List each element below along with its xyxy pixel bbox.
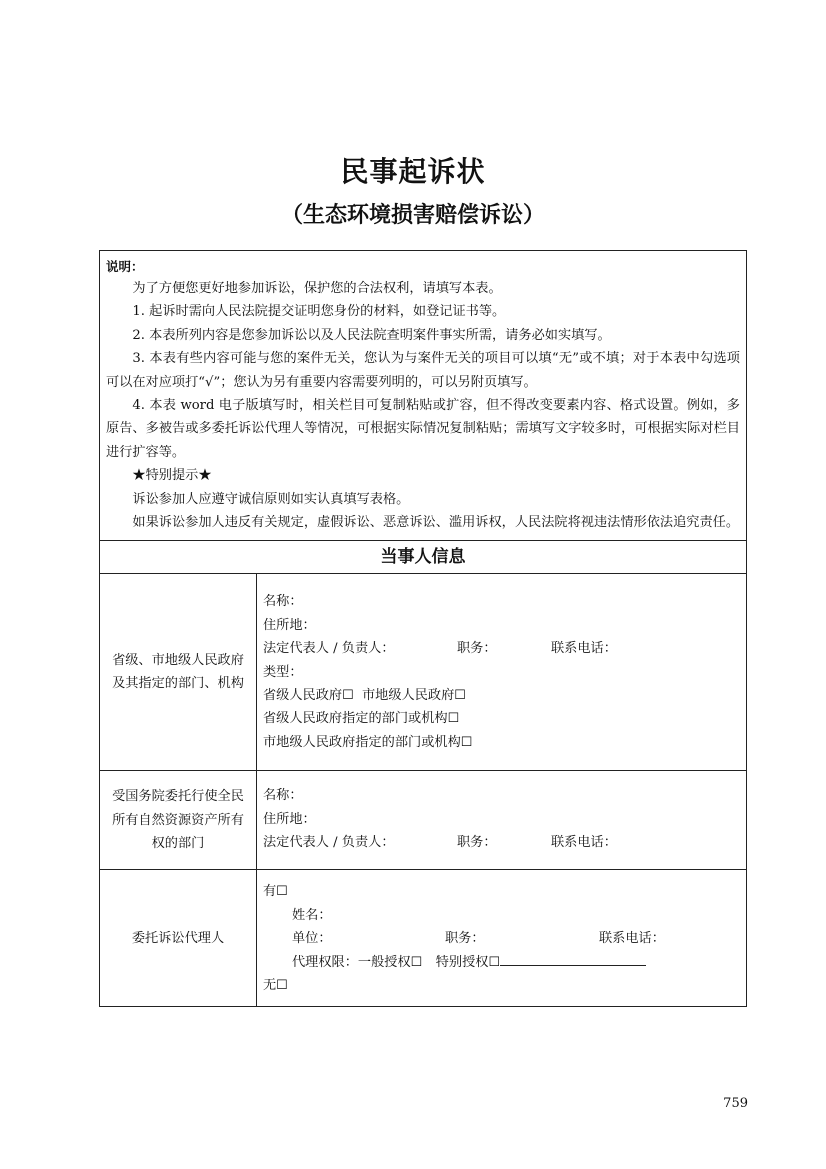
instructions-heading: 说明： [106,259,144,274]
address-field[interactable]: 住所地： [263,811,316,827]
address-field[interactable]: 住所地： [263,617,316,633]
agent-name-field[interactable]: 姓名： [292,907,332,923]
name-field[interactable]: 名称： [263,594,303,610]
representative-field[interactable]: 法定代表人 / 负责人： [263,835,395,851]
position-field[interactable]: 职务： [457,641,497,657]
page-subtitle: （生态环境损害赔偿诉讼） [280,203,545,228]
instructions-section [100,251,746,541]
instruction-paragraph: 诉讼参加人应遵守诚信原则如实认真填写表格。 [132,491,410,507]
page-number: 759 [723,1096,748,1111]
state-council-dept-row [100,771,746,870]
parties-section-title: 当事人信息 [100,541,746,574]
has-agent-checkbox[interactable]: 有☐ [263,884,289,900]
no-agent-checkbox[interactable]: 无☐ [263,978,289,994]
instruction-paragraph: 如果诉讼参加人违反有关规定，虚假诉讼、恶意诉讼、滥用诉权，人民法院将视违法情形依法追究责任。 [132,515,740,531]
name-field[interactable]: 名称： [263,788,303,804]
instruction-paragraph: 3. 本表有些内容可能与您的案件无关，您认为与案件无关的项目可以填“无”或不填；对于本表中勾选项可以在对应项打“√”；您认为另有重要内容需要列明的，可以另附页填写。 [106,351,740,390]
agent-position-field[interactable]: 职务： [445,931,485,947]
position-field[interactable]: 职务： [457,835,497,851]
representative-field[interactable]: 法定代表人 / 负责人： [263,641,395,657]
agent-phone-field[interactable]: 联系电话： [599,931,665,947]
instruction-paragraph: 为了方便您更好地参加诉讼，保护您的合法权利，请填写本表。 [132,281,502,296]
state-council-dept-label: 受国务院委托行使全民所有自然资源资产所有权的部门 [100,771,257,869]
provincial-dept-checkbox[interactable]: 省级人民政府指定的部门或机构☐ [263,711,460,727]
provincial-government-checkbox[interactable]: 省级人民政府☐ [263,688,354,704]
instruction-paragraph: 4. 本表 word 电子版填写时，相关栏目可复制粘贴或扩容，但不得改变要素内容、格式设置。例如，多原告、多被告或多委托诉讼代理人等情况，可根据实际情况复制粘贴；需填写文字较多时，可根据实际对栏目进行扩容等。 [106,398,740,460]
phone-field[interactable]: 联系电话： [551,641,617,657]
agent-label: 委托诉讼代理人 [100,870,257,1006]
state-council-dept-fields [257,771,746,869]
special-authority-blank[interactable] [500,951,646,966]
agent-row [100,870,746,1006]
agent-fields [257,870,746,1006]
instruction-paragraph: 2. 本表所列内容是您参加诉讼以及人民法院查明案件事实所需，请务必如实填写。 [132,327,611,343]
government-row [100,574,746,771]
special-notice-heading: ★特别提示★ [132,468,212,484]
type-label: 类型： [263,664,303,680]
agent-unit-field[interactable]: 单位： [292,931,332,947]
municipal-dept-checkbox[interactable]: 市地级人民政府指定的部门或机构☐ [263,734,473,750]
complaint-form [99,250,747,1007]
government-fields [257,574,746,770]
phone-field[interactable]: 联系电话： [551,835,617,851]
instruction-paragraph: 1. 起诉时需向人民法院提交证明您身份的材料，如登记证书等。 [132,304,506,320]
municipal-government-checkbox[interactable]: 市地级人民政府☐ [361,688,467,704]
government-label: 省级、市地级人民政府及其指定的部门、机构 [100,574,257,770]
page-title: 民事起诉状 [340,155,486,188]
agent-authority-checkboxes[interactable]: 代理权限：一般授权☐ 特别授权☐ [292,954,501,970]
